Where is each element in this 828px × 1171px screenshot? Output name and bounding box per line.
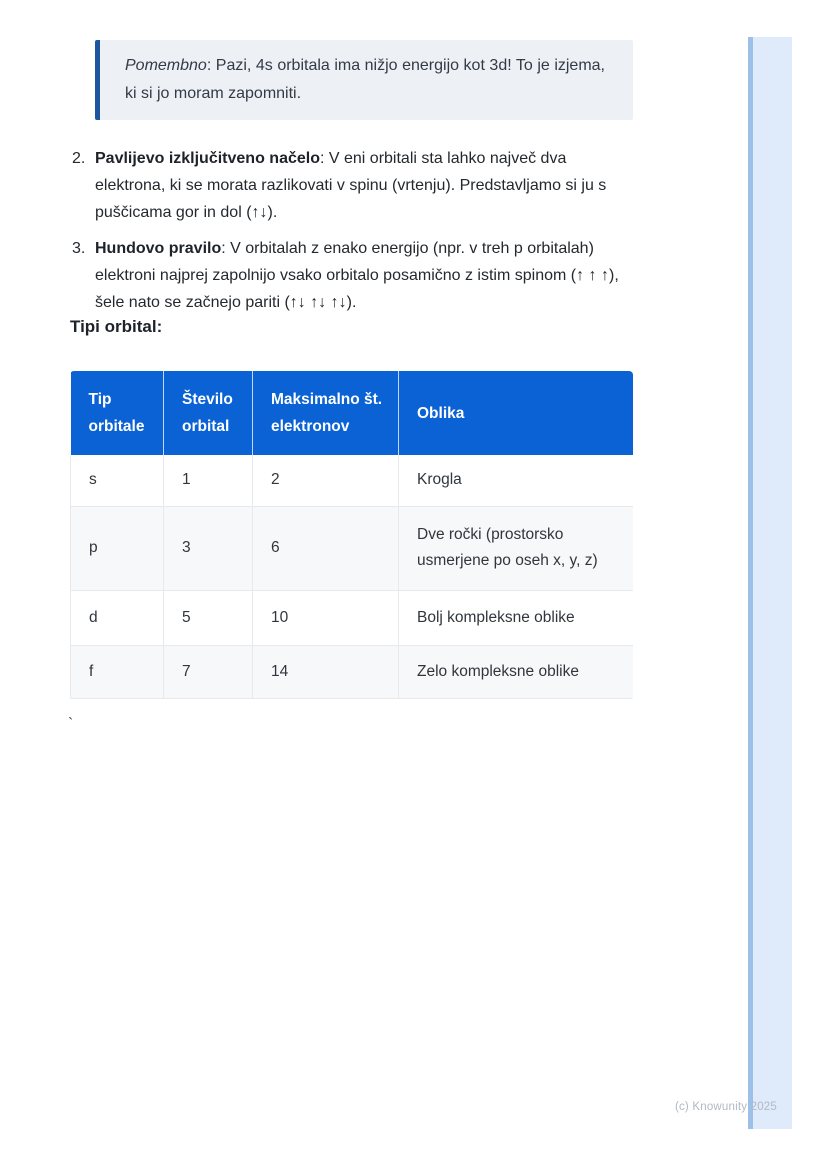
- table-header-cell: Maksimalno št. elektronov: [253, 371, 399, 455]
- list-item-text: [95, 235, 634, 316]
- important-note-callout: [95, 40, 633, 120]
- table-cell: 7: [164, 645, 253, 698]
- table-header-cell: Število orbital: [164, 371, 253, 455]
- section-heading-orbital-types: Tipi orbital:: [70, 317, 163, 336]
- list-item-body: : V orbitalah z enako energijo (npr. v treh p orbitalah) elektroni najprej zapolnijo vsako orbitalo posamično z istim spinom (↑ ↑ ↑), šele nato se začnejo pariti (↑↓ ↑↓ ↑↓).: [95, 240, 619, 311]
- list-item-marker: 2.: [72, 150, 86, 167]
- table-cell: p: [71, 506, 164, 590]
- page-edge-highlight-bar: [748, 37, 792, 1129]
- callout-label: Pomembno: [125, 57, 207, 74]
- table-header-row: [71, 371, 634, 455]
- rules-list: [72, 145, 634, 325]
- list-item-body: : V eni orbitali sta lahko največ dva elektrona, ki se morata razlikovati v spinu (vrtenju). Predstavljamo si ju s puščicama gor in dol (↑↓).: [95, 150, 607, 221]
- table-cell: Zelo kompleksne oblike: [399, 645, 634, 698]
- table-row: [71, 455, 634, 506]
- table-cell: Bolj kompleksne oblike: [399, 590, 634, 645]
- table-cell: Krogla: [399, 455, 634, 506]
- table-row: [71, 645, 634, 698]
- table-header-cell: Tip orbitale: [71, 371, 164, 455]
- table-header-cell: Oblika: [399, 371, 634, 455]
- table-row: [71, 590, 634, 645]
- stray-backtick-character: `: [68, 716, 74, 733]
- table-cell: f: [71, 645, 164, 698]
- list-item-hund: [72, 235, 634, 316]
- table-cell: d: [71, 590, 164, 645]
- footer-copyright: (c) Knowunity 2025: [674, 1101, 777, 1113]
- table-cell: 10: [253, 590, 399, 645]
- list-item-text: [95, 145, 634, 226]
- orbital-types-table: [70, 371, 633, 699]
- table-cell: 3: [164, 506, 253, 590]
- table-cell: Dve ročki (prostorsko usmerjene po oseh x, y, z): [399, 506, 634, 590]
- table-cell: 5: [164, 590, 253, 645]
- table-row: [71, 506, 634, 590]
- list-item-pauli: [72, 145, 634, 226]
- callout-text: : Pazi, 4s orbitala ima nižjo energijo kot 3d! To je izjema, ki si jo moram zapomniti.: [125, 57, 605, 102]
- table-cell: s: [71, 455, 164, 506]
- list-item-marker: 3.: [72, 240, 86, 257]
- table-cell: 1: [164, 455, 253, 506]
- table-cell: 6: [253, 506, 399, 590]
- table-cell: 14: [253, 645, 399, 698]
- list-item-title: Pavlijevo izključitveno načelo: [95, 150, 320, 167]
- table-cell: 2: [253, 455, 399, 506]
- list-item-title: Hundovo pravilo: [95, 240, 222, 257]
- page-edge-highlight-thumb: [748, 37, 753, 1129]
